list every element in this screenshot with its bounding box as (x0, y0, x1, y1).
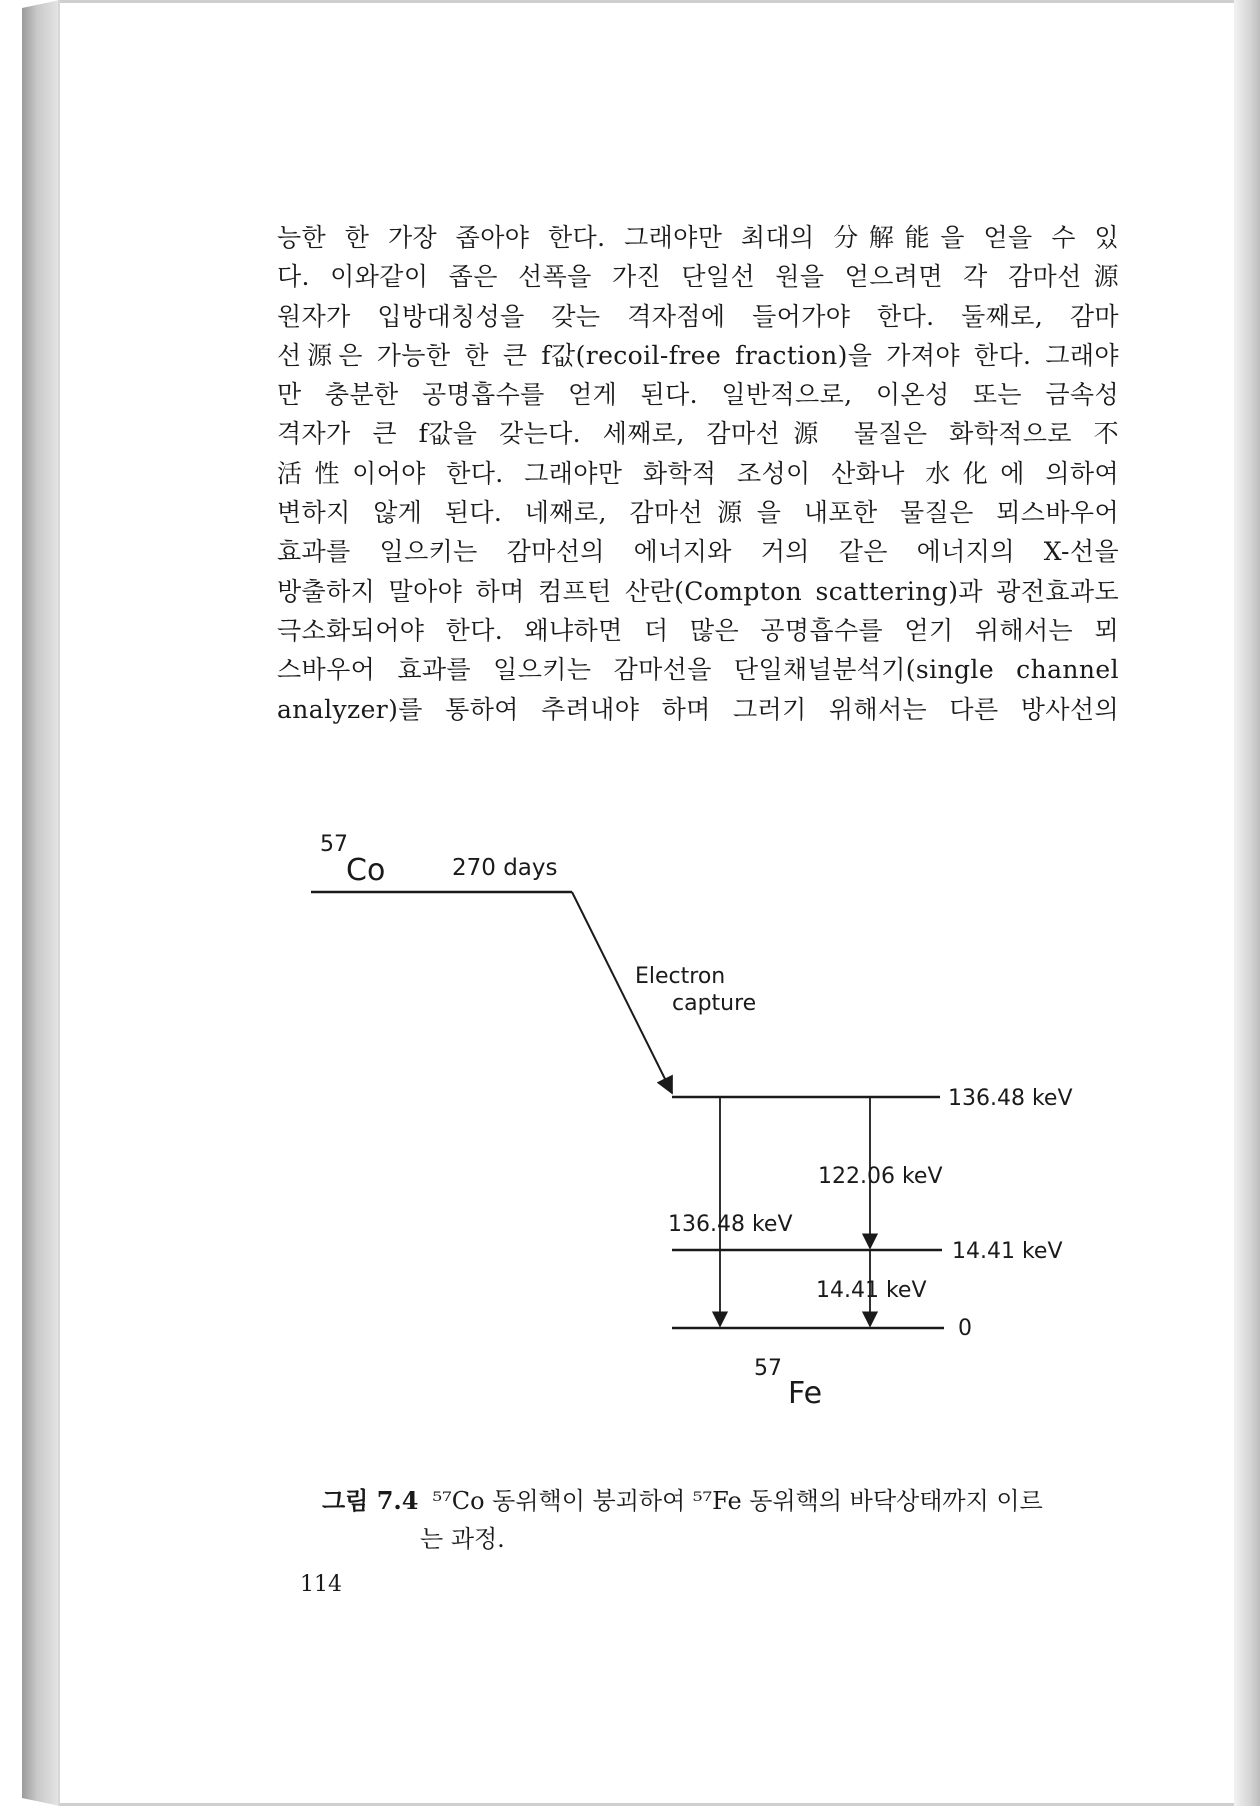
page-gutter-line (58, 0, 60, 1806)
body-text (277, 218, 1119, 729)
body-line: 活性이어야 한다. 그래야만 화학적 조성이 산화나 水化에 의하여 (277, 458, 1119, 488)
decay-mode-label: capture (672, 991, 757, 1016)
page-edge-right (1234, 0, 1260, 1806)
transition-122-label: 122.06 keV (818, 1164, 943, 1189)
electron-capture-arrow (572, 892, 672, 1093)
body-line: analyzer)를 통하여 추려내야 하며 그러기 위해서는 다른 방사선의 (277, 694, 1119, 724)
body-line: 효과를 일으키는 감마선의 에너지와 거의 같은 에너지의 X-선을 (277, 537, 1119, 567)
body-line: 능한 한 가장 좁아야 한다. 그래야만 최대의 分解能을 얻을 수 있 (277, 223, 1119, 252)
parent-mass-number: 57 (320, 832, 348, 857)
caption-text: ⁵⁷Co 동위핵이 붕괴하여 ⁵⁷Fe 동위핵의 바닥상태까지 이르 (432, 1487, 1043, 1515)
parent-symbol: Co (346, 853, 386, 888)
body-line: 극소화되어야 한다. 왜냐하면 더 많은 공명흡수를 얻기 위해서는 뫼 (277, 615, 1119, 645)
body-line: 만 충분한 공명흡수를 얻게 된다. 일반적으로, 이온성 또는 금속성 (277, 380, 1119, 410)
daughter-symbol: Fe (788, 1376, 823, 1411)
figure-label: 그림 7.4 (322, 1486, 419, 1515)
body-line: 원자가 입방대칭성을 갖는 격자점에 들어가야 한다. 둘째로, 감마 (277, 301, 1119, 331)
body-line: 방출하지 말아야 하며 컴프턴 산란(Compton scattering)과 광전효과도 (277, 576, 1119, 606)
body-line: 선源은 가능한 한 큰 f값(recoil-free fraction)을 가져야 한다. 그래야 (277, 340, 1119, 370)
body-line: 격자가 큰 f값을 갖는다. 세째로, 감마선源 물질은 화학적으로 不 (277, 419, 1119, 449)
caption-text: 는 과정. (420, 1525, 505, 1553)
figure-caption (322, 1482, 1122, 1558)
body-line: 변하지 않게 된다. 네째로, 감마선源을 내포한 물질은 뫼스바우어 (277, 498, 1119, 528)
body-line: 다. 이와같이 좁은 선폭을 가진 단일선 원을 얻으려면 각 감마선源 (277, 262, 1119, 292)
level-ground-label: 0 (958, 1316, 972, 1341)
daughter-mass-number: 57 (754, 1356, 782, 1381)
level-136-label: 136.48 keV (948, 1086, 1073, 1111)
decay-mode-label: Electron (635, 964, 726, 989)
page-edge-left (22, 0, 60, 1806)
transition-136-label: 136.48 keV (668, 1212, 793, 1237)
decay-scheme-diagram (290, 820, 1110, 1420)
level-14-label: 14.41 keV (952, 1239, 1063, 1264)
transition-14-label: 14.41 keV (816, 1278, 927, 1303)
page-number: 114 (300, 1572, 342, 1597)
page-edge-top (60, 0, 1234, 3)
half-life-label: 270 days (452, 855, 558, 881)
body-line: 스바우어 효과를 일으키는 감마선을 단일채널분석기(single channel (277, 655, 1119, 685)
